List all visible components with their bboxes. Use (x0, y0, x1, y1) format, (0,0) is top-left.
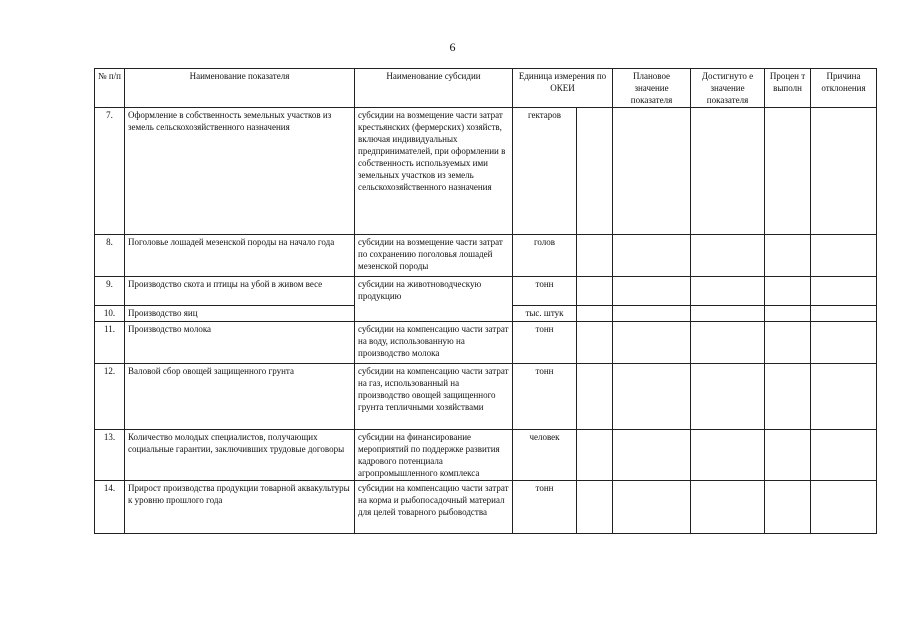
row-percent (765, 430, 811, 481)
row-reason (811, 430, 877, 481)
table-row (95, 235, 877, 277)
row-unit: голов (513, 235, 577, 277)
row-num: 13. (95, 430, 125, 481)
row-unit-code (577, 364, 613, 430)
row-subsidy: субсидии на компенсацию части затрат на корма и рыбопосадочный материал для целей товарного рыбоводства (355, 481, 513, 534)
row-planned (613, 430, 691, 481)
header-unit: Единица измерения по ОКЕИ (513, 69, 613, 108)
header-num: № п/п (95, 69, 125, 108)
row-subsidy: субсидии на возмещение части затрат по сохранению поголовья лошадей мезенской породы (355, 235, 513, 277)
header-row (95, 69, 877, 108)
row-reason (811, 322, 877, 364)
row-subsidy: субсидии на животноводческую продукцию (355, 277, 513, 322)
row-indicator: Количество молодых специалистов, получающих социальные гарантии, заключивших трудовые договоры (125, 430, 355, 481)
row-achieved (691, 364, 765, 430)
row-achieved (691, 235, 765, 277)
row-unit-code (577, 277, 613, 306)
header-planned: Плановое значение показателя (613, 69, 691, 108)
row-unit-code (577, 322, 613, 364)
row-reason (811, 306, 877, 322)
header-percent: Процен т выполн (765, 69, 811, 108)
row-planned (613, 277, 691, 306)
row-unit: гектаров (513, 108, 577, 235)
row-achieved (691, 481, 765, 534)
row-planned (613, 306, 691, 322)
row-num: 14. (95, 481, 125, 534)
row-num: 7. (95, 108, 125, 235)
row-percent (765, 108, 811, 235)
row-indicator: Валовой сбор овощей защищенного грунта (125, 364, 355, 430)
row-unit-code (577, 108, 613, 235)
row-num: 11. (95, 322, 125, 364)
row-percent (765, 306, 811, 322)
row-unit-code (577, 430, 613, 481)
row-indicator: Оформление в собственность земельных участков из земель сельскохозяйственного назначения (125, 108, 355, 235)
header-achieved: Достигнуто е значение показателя (691, 69, 765, 108)
row-indicator: Производство молока (125, 322, 355, 364)
row-unit: тыс. штук (513, 306, 577, 322)
row-subsidy: субсидии на компенсацию части затрат на газ, использованный на производство овощей защищенного грунта тепличными хозяйствами (355, 364, 513, 430)
row-subsidy: субсидии на финансирование мероприятий по поддержке развития кадрового потенциала агропромышленного комплекса (355, 430, 513, 481)
row-planned (613, 322, 691, 364)
row-percent (765, 235, 811, 277)
row-achieved (691, 430, 765, 481)
row-planned (613, 364, 691, 430)
table-row (95, 108, 877, 235)
header-subsidy: Наименование субсидии (355, 69, 513, 108)
row-planned (613, 481, 691, 534)
row-achieved (691, 306, 765, 322)
row-reason (811, 481, 877, 534)
indicators-table (94, 68, 877, 534)
row-reason (811, 235, 877, 277)
row-unit-code (577, 481, 613, 534)
row-unit: человек (513, 430, 577, 481)
row-achieved (691, 277, 765, 306)
table-row (95, 481, 877, 534)
table-row (95, 322, 877, 364)
table-row (95, 364, 877, 430)
header-indicator: Наименование показателя (125, 69, 355, 108)
row-indicator: Поголовье лошадей мезенской породы на начало года (125, 235, 355, 277)
row-percent (765, 322, 811, 364)
table-row (95, 430, 877, 481)
row-unit: тонн (513, 364, 577, 430)
row-planned (613, 235, 691, 277)
row-subsidy: субсидии на возмещение части затрат крестьянских (фермерских) хозяйств, включая индивидуальных предпринимателей, при оформлении в собственность используемых ими земельных участков из земель сельскохозяйственного назначения (355, 108, 513, 235)
row-reason (811, 277, 877, 306)
row-unit: тонн (513, 481, 577, 534)
row-num: 10. (95, 306, 125, 322)
row-unit-code (577, 235, 613, 277)
row-unit-code (577, 306, 613, 322)
row-indicator: Производство скота и птицы на убой в живом весе (125, 277, 355, 306)
row-num: 12. (95, 364, 125, 430)
row-reason (811, 108, 877, 235)
row-achieved (691, 322, 765, 364)
row-indicator: Производство яиц (125, 306, 355, 322)
row-percent (765, 481, 811, 534)
row-unit: тонн (513, 277, 577, 306)
row-num: 8. (95, 235, 125, 277)
row-achieved (691, 108, 765, 235)
row-planned (613, 108, 691, 235)
row-unit: тонн (513, 322, 577, 364)
table-row (95, 277, 877, 306)
page-number: 6 (449, 40, 456, 54)
row-percent (765, 364, 811, 430)
row-subsidy: субсидии на компенсацию части затрат на воду, использованную на производство молока (355, 322, 513, 364)
row-percent (765, 277, 811, 306)
header-reason: Причина отклонения (811, 69, 877, 108)
row-indicator: Прирост производства продукции товарной аквакультуры к уровню прошлого года (125, 481, 355, 534)
row-reason (811, 364, 877, 430)
row-num: 9. (95, 277, 125, 306)
